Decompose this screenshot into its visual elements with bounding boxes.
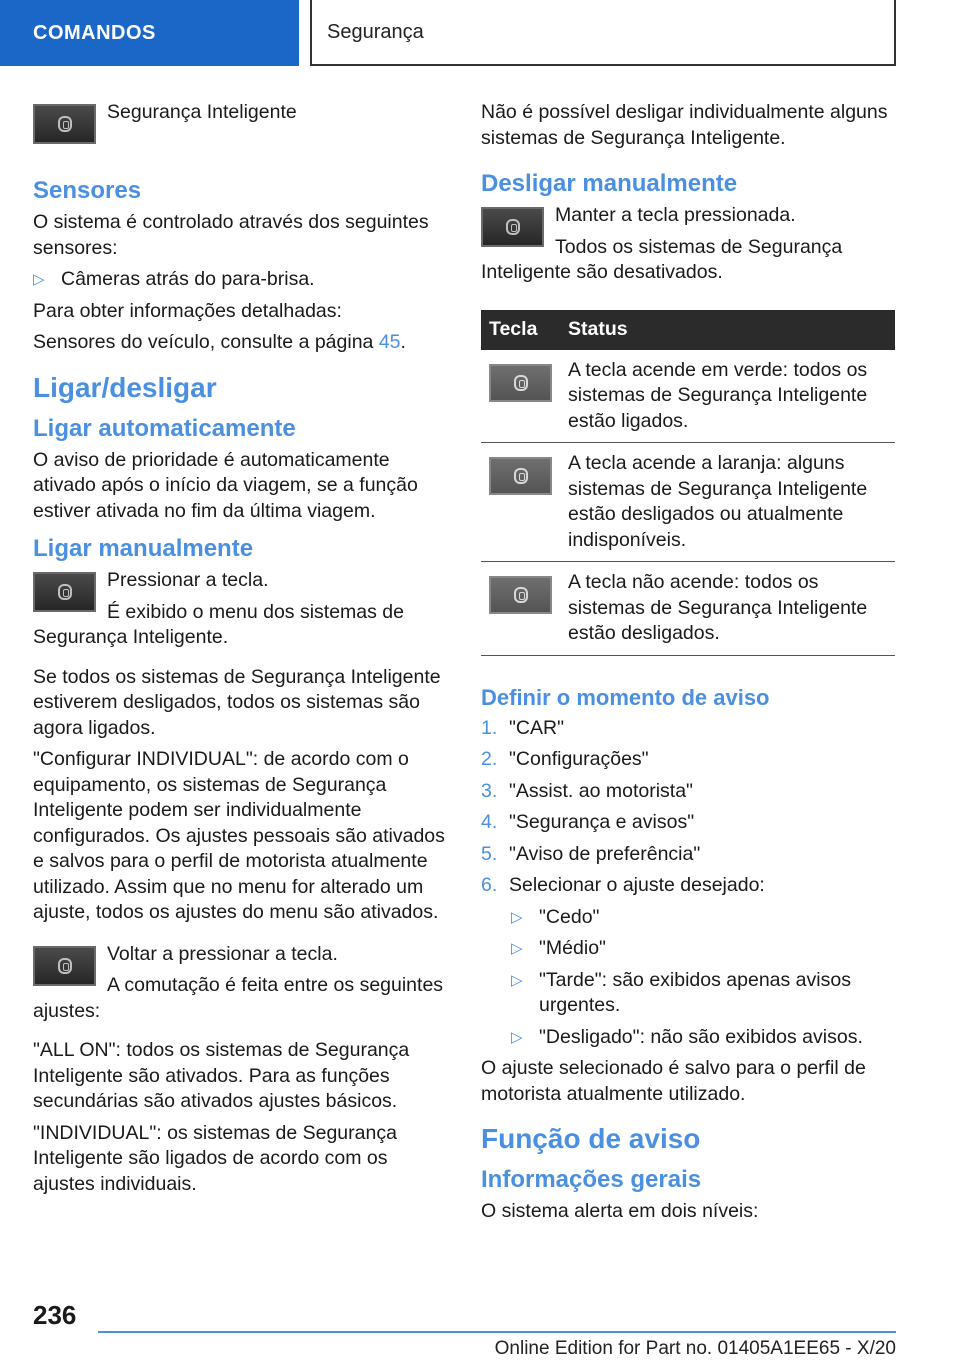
safety-button-image [481, 207, 544, 247]
again-step2: A comutação é feita entre os seguintes ajustes: [33, 974, 444, 1022]
chapter-title: COMANDOS [33, 21, 156, 44]
step-text: "CAR" [509, 716, 565, 739]
step-number: 5. [481, 842, 498, 865]
again-block [33, 942, 449, 1031]
bullet-triangle-icon: ▷ [33, 271, 45, 288]
moment-heading: Definir o momento de aviso [481, 684, 770, 710]
table-cell-icon [481, 562, 560, 656]
sensores-heading: Sensores [33, 177, 142, 204]
col-key-header: Tecla [481, 310, 560, 350]
manual-block [33, 568, 449, 657]
safety-button-image [33, 572, 96, 612]
manual-paragraph-1: Se todos os sistemas de Segurança Inteligente estiverem desligados, todos os sistemas são agora ligados. [33, 665, 441, 739]
table-cell-status: A tecla acende a laranja: alguns sistemas de Segurança Inteligente estão desligados ou atualmente indisponíveis. [560, 443, 895, 562]
manual-step2: É exibido o menu dos sistemas de Segurança Inteligente. [33, 600, 404, 648]
table-row [481, 350, 895, 443]
intro-block [33, 100, 449, 150]
option-text: "Desligado": não são exibidos avisos. [539, 1025, 863, 1048]
options-list [481, 905, 897, 1051]
list-item [511, 905, 897, 931]
details-text: Para obter informações detalhadas: [33, 299, 342, 322]
table-cell-status: A tecla acende em verde: todos os sistemas de Segurança Inteligente estão ligados. [560, 350, 895, 443]
key-orange-image [489, 457, 552, 495]
table-cell-icon [481, 443, 560, 562]
left-column [33, 100, 449, 1203]
table-header-row [481, 310, 895, 350]
steps-list [481, 716, 897, 899]
page-number: 236 [33, 1300, 77, 1330]
driver-assist-icon [514, 375, 528, 391]
step-text: Selecionar o ajuste desejado: [509, 874, 765, 896]
safety-button-image [33, 946, 96, 986]
reference-text: Sensores do veículo, consulte a página [33, 331, 379, 353]
driver-assist-icon [58, 584, 72, 600]
step-number: 3. [481, 779, 498, 802]
bullet-triangle-icon: ▷ [511, 940, 523, 957]
key-green-image [489, 364, 552, 402]
table-cell-icon [481, 350, 560, 443]
driver-assist-icon [58, 958, 72, 974]
option-text: "Cedo" [539, 905, 600, 928]
manual-heading: Ligar manualmente [33, 535, 254, 562]
off-heading: Desligar manualmente [481, 170, 738, 197]
auto-text: O aviso de prioridade é automaticamente ativado após o início da viagem, se a função estiver ativada no fim da última viagem. [33, 448, 418, 522]
off-step2: Todos os sistemas de Segurança Inteligente são desativados. [481, 235, 843, 283]
table-cell-status: A tecla não acende: todos os sistemas de Segurança Inteligente estão desligados. [560, 562, 895, 656]
key-off-image [489, 576, 552, 614]
option-text: "Tarde": são exibidos apenas avisos urgentes. [539, 968, 851, 1016]
col-status-header: Status [560, 310, 895, 350]
right-intro-text: Não é possível desligar individualmente alguns sistemas de Segurança Inteligente. [481, 101, 888, 149]
list-item [511, 968, 897, 1019]
safety-button-image [33, 104, 96, 144]
section-title: Segurança [327, 20, 424, 43]
right-column [481, 100, 897, 1231]
footer-divider [98, 1331, 896, 1333]
off-block [481, 203, 897, 292]
step-text: "Configurações" [509, 748, 649, 770]
sensores-bullet [33, 267, 449, 293]
driver-assist-icon [514, 587, 528, 603]
table-row [481, 443, 895, 562]
list-item [481, 810, 897, 836]
intro-label: Segurança Inteligente [107, 101, 297, 123]
auto-heading: Ligar automaticamente [33, 414, 296, 442]
footer-edition: Online Edition for Part no. 01405A1EE65 - X/20 [494, 1338, 896, 1359]
off-step1: Manter a tecla pressionada. [555, 204, 796, 226]
list-item [511, 936, 897, 962]
info-text: O sistema alerta em dois níveis: [481, 1200, 759, 1222]
step-number: 6. [481, 874, 498, 896]
driver-assist-icon [514, 468, 528, 484]
driver-assist-icon [506, 219, 520, 235]
bullet-triangle-icon: ▷ [511, 1028, 523, 1046]
list-item [481, 716, 897, 742]
individual-text: "INDIVIDUAL": os sistemas de Segurança Inteligente são ligados de acordo com os ajustes individuais. [33, 1121, 397, 1195]
details-reference: Sensores do veículo, consulte a página 45. [33, 331, 406, 353]
step-number: 4. [481, 811, 498, 833]
bullet-triangle-icon: ▷ [511, 908, 523, 926]
driver-assist-icon [58, 116, 72, 132]
list-item [481, 747, 897, 773]
info-heading: Informações gerais [481, 1166, 702, 1193]
manual-step1: Pressionar a tecla. [107, 569, 269, 591]
list-item [481, 842, 897, 868]
step-text: "Assist. ao motorista" [509, 779, 693, 802]
func-heading: Função de aviso [481, 1123, 701, 1154]
step-number: 1. [481, 716, 498, 739]
again-step1: Voltar a pressionar a tecla. [107, 942, 338, 965]
bullet-text: Câmeras atrás do para-brisa. [61, 268, 315, 290]
list-item [511, 1025, 897, 1051]
table-row [481, 562, 895, 656]
step-text: "Segurança e avisos" [509, 811, 695, 833]
step-text: "Aviso de preferência" [509, 842, 701, 865]
list-item [481, 873, 897, 899]
manual-paragraph-2: "Configurar INDIVIDUAL": de acordo com o equipamento, os sistemas de Segurança Inteligente podem ser individualmente configurados. Os ajustes pessoais são ativados e salvos para o perfil de motorista atualmente utilizado. Assim que no menu for alterado um ajuste, todos os ajustes do menu são ativados. [33, 748, 445, 923]
bullet-triangle-icon: ▷ [511, 971, 523, 989]
saved-text: O ajuste selecionado é salvo para o perfil de motorista atualmente utilizado. [481, 1057, 866, 1105]
status-table [481, 310, 895, 656]
page-link[interactable]: 45 [378, 331, 401, 353]
header-chapter-tab [0, 0, 299, 66]
header-section-box [310, 0, 896, 66]
ligar-heading: Ligar/desligar [33, 371, 217, 403]
option-text: "Médio" [539, 937, 606, 959]
allon-text: "ALL ON": todos os sistemas de Segurança Inteligente são ativados. Para as funções secundárias são ativados ajustes básicos. [33, 1039, 410, 1112]
list-item [481, 779, 897, 805]
sensores-text: O sistema é controlado através dos seguintes sensores: [33, 211, 429, 259]
step-number: 2. [481, 748, 498, 770]
